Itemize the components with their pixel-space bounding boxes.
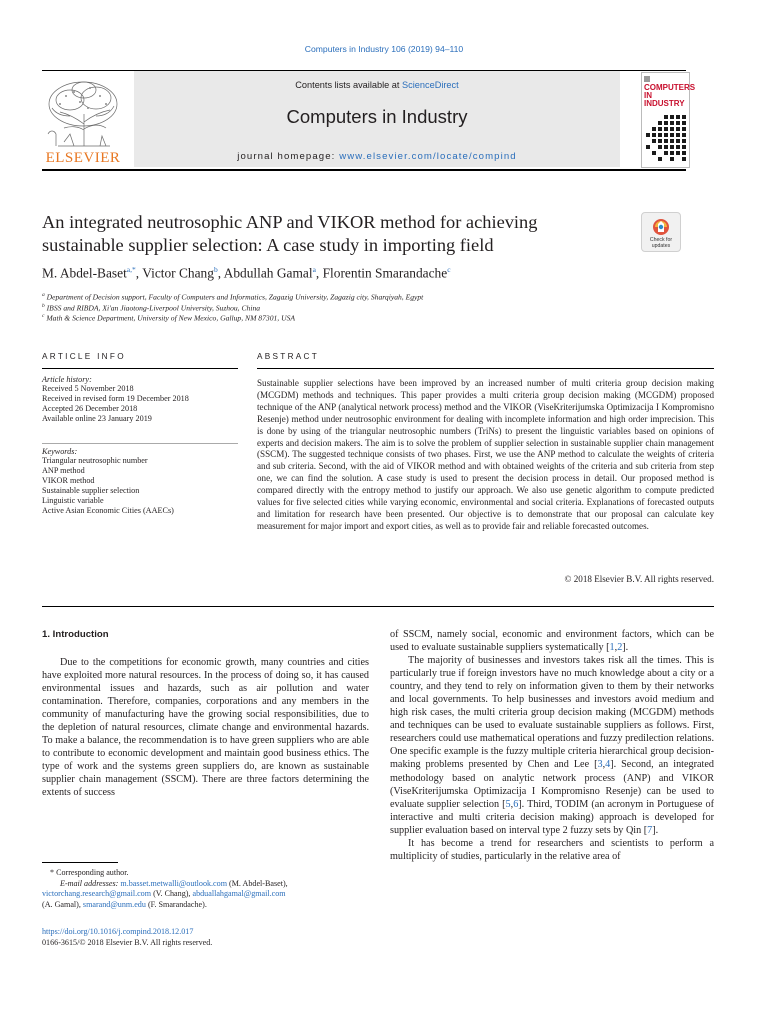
- check-for-updates-label: Check for updates: [649, 237, 673, 249]
- author-name[interactable]: M. Abdel-Baset: [42, 265, 127, 281]
- abstract-rule: [257, 368, 714, 369]
- contents-prefix: Contents lists available at: [295, 80, 403, 90]
- journal-homepage-line: [134, 151, 620, 162]
- author-affiliation-sup[interactable]: c: [447, 265, 451, 274]
- intro-paragraph: Due to the competitions for economic growth, many countries and cities have exploited more natural resources. In the process of doing so, it has caused environmental issues and hazards, such as air pollution and water contamination. Therefore, companies, corporations and any members in the community of manufacturing have the growing social responsibilities, due to the depletion of natural resources, climate change and environmental hazards. To make a balance, the recommendation is to have green suppliers who are able to contribute to economic development and maintain good business ethics. The type of work and the systems green suppliers do, are known as sustainable supplier chain management (SSCM). There are three factors determining the extents of success: [42, 657, 369, 799]
- keyword: Active Asian Economic Cities (AAECs): [42, 506, 174, 515]
- paragraph-text: ].: [622, 642, 629, 654]
- contents-line: [134, 80, 620, 90]
- history-item: Accepted 26 December 2018: [42, 404, 138, 413]
- reference-link[interactable]: 2: [617, 642, 623, 654]
- email-line: [42, 879, 372, 890]
- reference-link[interactable]: 5: [505, 798, 511, 810]
- footnotes: [42, 868, 372, 910]
- journal-homepage-link[interactable]: www.elsevier.com/locate/compind: [339, 151, 517, 162]
- check-for-updates-badge[interactable]: [641, 212, 681, 252]
- affiliation-sup: a: [42, 292, 45, 298]
- affiliation: [42, 292, 682, 302]
- front-matter-rule: [42, 606, 714, 607]
- article-history: [42, 375, 242, 424]
- article-info-rule: [42, 368, 238, 369]
- email-link[interactable]: m.basset.metwalli@outlook.com: [120, 878, 227, 888]
- corresponding-author-note: * Corresponding author.: [50, 868, 129, 877]
- affiliation-text: IBSS and RIBDA, Xi'an Jiaotong-Liverpool University, Suzhou, China: [46, 303, 261, 313]
- article-info-heading: ARTICLE INFO: [42, 352, 126, 361]
- email-line: [42, 900, 372, 911]
- paragraph-text: The majority of businesses and investors takes risk all the times. This is particularly true if foreign investors have no much knowledge about a city or a country, and they tend to rely on information given to them by their networks and local governments. To help businesses and investors avoid medium and high risk cases, the multi criteria group decision making (MCGDM) methods and techniques can be used to evaluate sustainable suppliers as follows. First, researchers could use mathematical operations and fuzzy predilection relations. One specific example is the fuzzy multiple criteria hierarchical group decision-making problems presented by Chen and Lee [: [390, 655, 714, 771]
- keyword: Triangular neutrosophic number: [42, 456, 148, 465]
- affiliation: [42, 313, 682, 323]
- body-column-left: [42, 656, 369, 800]
- author-name[interactable]: Victor Chang: [142, 265, 214, 281]
- doi-block: [42, 927, 372, 948]
- reference-link[interactable]: 3: [597, 759, 603, 771]
- email-line: [42, 889, 372, 900]
- email-owner: (M. Abdel-Baset),: [229, 878, 288, 888]
- email-link[interactable]: smarand@unm.edu: [82, 899, 146, 909]
- abstract-text: Sustainable supplier selections have been improved by an increased number of multi criteria group decision making (MCGDM) methods and techniques. This paper provides a multi criteria group decision making (MCGDM) proposed technique of the ANP (analytical network process) method and the VIKOR (ViseKriterijumska Optimizacija I Kompromisno Resenje) method under neutrosophic environment for dealing with incomplete information and high order imprecision. This is done by using of the triangular neutrosophic numbers (TriNs) to present the linguistic variables based on opinions of experts and decision makers. The aim is to solve the problem of supplier selection in sustainable supplier chain management (SSCM). The suggested technique consists of two phases. First, we use the ANP method to calculate the weights of criteria and sub criteria. Second, with the aid of VIKOR method and with obtained weights of the criteria and sub criteria from step one, we can find the solution. A case study is used to present the decision process in detail. Our proposed method is compared directly with the entropy method to justify our approach. We also use genetic algorithm to compute predicted values for five selected cities while varying economic, environmental and social criteria. Explanations of forecasted outputs and limitation for research have been presented. Our objective is to demonstrate that our proposal can calculate key measurement for major import and export cities, as well as to provide fair and reliable forecasted outcomes.: [257, 378, 714, 531]
- author-name[interactable]: Abdullah Gamal: [223, 265, 313, 281]
- email-owner: (A. Gamal),: [42, 899, 81, 909]
- doi-link[interactable]: https://doi.org/10.1016/j.compind.2018.12.017: [42, 927, 194, 936]
- author-list: M. Abdel-Baset$^{a,*}$, Victor Chang$^b$, Abdullah Gamal$^a$, Florentin Smarandache$^c$: [42, 265, 451, 281]
- body-column-right: [390, 628, 714, 863]
- author-name[interactable]: Florentin Smarandache: [322, 265, 448, 281]
- sciencedirect-link[interactable]: ScienceDirect: [402, 80, 459, 90]
- section-heading-introduction: 1. Introduction: [42, 629, 109, 640]
- affiliation-sup: b: [42, 303, 45, 309]
- corresponding-author-text: Corresponding author.: [56, 868, 129, 877]
- paragraph-text: of SSCM, namely social, economic and environment factors, which can be used to evaluate sustainable suppliers systematically [: [390, 629, 714, 654]
- intro-paragraph: The majority of businesses and investors takes risk all the times. This is particularly true if foreign investors have no much knowledge about a city or a country, and they tend to rely on information given to them by their networks and local governments. To help businesses and investors avoid medium and high risk cases, the multi criteria group decision making (MCGDM) methods and techniques can be used to evaluate sustainable suppliers as follows. First, researchers could use mathematical operations and fuzzy predilection relations. One specific example is the fuzzy multiple criteria hierarchical group decision-making problems presented by Chen and Lee [3,4]. Second, an integrated methodology based on analytic network process (ANP) and VIKOR (ViseKriterijumska Optimizacija I Kompromisno Resenje) can be used to evaluate supplier selection [5,6]. Third, TODIM (an acronym in Portuguese of interactive and multi criteria decision making) approach is developed for supplier evaluation based on interval type 2 fuzzy sets by Qin [7].: [390, 655, 714, 836]
- email-label: E-mail addresses:: [60, 878, 119, 888]
- issn-line: 0166-3615/© 2018 Elsevier B.V. All rights reserved.: [42, 937, 213, 947]
- keywords-rule: [42, 443, 238, 444]
- history-label: Article history:: [42, 375, 92, 384]
- history-item: Received in revised form 19 December 2018: [42, 394, 189, 403]
- homepage-prefix: journal homepage:: [237, 151, 340, 162]
- affiliation-sup: c: [42, 313, 45, 319]
- journal-title: Computers in Industry: [286, 106, 468, 127]
- reference-link[interactable]: 4: [605, 759, 611, 771]
- reference-link[interactable]: 1: [609, 642, 615, 654]
- email-link[interactable]: victorchang.research@gmail.com: [42, 889, 152, 899]
- keywords-label: Keywords:: [42, 447, 78, 456]
- affiliation-text: Department of Decision support, Faculty of Computers and Informatics, Zagazig University, Zagazig city, Sharqiyah, Egypt: [46, 292, 424, 302]
- author-affiliation-sup[interactable]: b: [213, 265, 218, 274]
- email-owner: (F. Smarandache).: [147, 899, 207, 909]
- keyword: Sustainable supplier selection: [42, 486, 140, 495]
- author-affiliation-sup[interactable]: a,*: [126, 265, 136, 274]
- reference-link[interactable]: 7: [647, 824, 653, 836]
- email-owner: (V. Chang),: [153, 889, 191, 899]
- affiliation-text: Math & Science Department, University of New Mexico, Gallup, NM 87301, USA: [46, 313, 296, 323]
- abstract-copyright: © 2018 Elsevier B.V. All rights reserved.: [564, 574, 714, 584]
- elsevier-wordmark: ELSEVIER: [45, 150, 121, 166]
- paragraph-text: ]. Second, an integrated methodology based on analytic network process (ANP) and VIKOR (ViseKriterijumska Optimizacija I Kompromisno Resenje) can be used to evaluate supplier selection [: [390, 759, 714, 810]
- author-affiliation-sup[interactable]: a: [312, 265, 316, 274]
- keyword: Linguistic variable: [42, 496, 104, 505]
- intro-paragraph: It has become a trend for researchers and scientists to perform a multiplicity of studies, particularly in the relative area of: [390, 837, 714, 862]
- cover-title: COMPUTERS IN INDUSTRY: [644, 83, 696, 108]
- intro-paragraph: of SSCM, namely social, economic and environment factors, which can be used to evaluate sustainable suppliers systematically [1,2].: [390, 629, 714, 654]
- keyword: VIKOR method: [42, 476, 95, 485]
- history-item: Available online 23 January 2019: [42, 414, 152, 423]
- footnote-rule: [42, 862, 118, 863]
- history-item: Received 5 November 2018: [42, 384, 134, 393]
- journal-citation-link[interactable]: Computers in Industry 106 (2019) 94–110: [304, 44, 464, 54]
- email-link[interactable]: abduallahgamal@gmail.com: [192, 889, 286, 899]
- paragraph-text: ]. Third, TODIM (an acronym in Portuguese of interactive and multi criteria decision making) approach is developed for supplier evaluation based on interval type 2 fuzzy sets by Qin [: [390, 798, 714, 836]
- paper-title: An integrated neutrosophic ANP and VIKOR method for achieving sustainable supplier selection: A case study in importing field: [42, 212, 538, 255]
- paragraph-text: ].: [652, 824, 659, 836]
- abstract-heading: ABSTRACT: [257, 352, 320, 361]
- reference-link[interactable]: 6: [513, 798, 519, 810]
- header-bottom-rule: [42, 169, 686, 171]
- keywords-list: [42, 447, 242, 516]
- affiliation: [42, 303, 682, 313]
- keyword: ANP method: [42, 466, 85, 475]
